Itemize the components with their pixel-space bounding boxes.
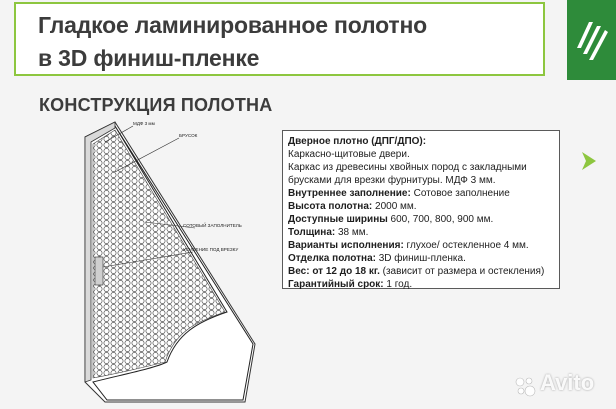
spec-finish: Отделка полотна: 3D финиш-пленка.	[288, 253, 466, 264]
spec-frame-desc-2: брусками для врезки фурнитуры. МДФ 3 мм.	[288, 175, 496, 186]
spec-height: Высота полотна: 2000 мм.	[288, 201, 417, 212]
label-bar: БРУСОК	[179, 133, 198, 138]
label-reinforcement: УСИЛЕНИЕ ПОД ВРЕЗКУ	[183, 247, 239, 252]
spec-frame-type: Каркасно-щитовые двери.	[288, 149, 410, 160]
green-arrow-icon	[580, 150, 598, 177]
spec-warranty: Гарантийный срок: 1 год.	[288, 279, 413, 290]
spec-filling: Внутреннее заполнение: Сотовое заполнение	[288, 188, 510, 199]
avito-watermark: Avito	[540, 370, 595, 395]
spec-frame-desc-1: Каркас из древесины хвойных пород с закладными	[288, 162, 527, 173]
lock-reinforcement-block	[95, 257, 103, 285]
title-box	[14, 2, 545, 76]
spec-widths: Доступные ширины 600, 700, 800, 900 мм.	[288, 214, 494, 225]
avito-logo-icon	[513, 374, 537, 398]
section-heading: КОНСТРУКЦИЯ ПОЛОТНА	[39, 95, 273, 115]
title-line-2: в 3D финиш-пленке	[38, 45, 260, 71]
specifications-box	[282, 130, 560, 289]
spec-weight: Вес: от 12 до 18 кг. (зависит от размера и остекления)	[288, 266, 545, 277]
door-construction-diagram	[75, 112, 275, 407]
label-mdf: МДФ 3 мм	[133, 121, 155, 126]
spec-thickness: Толщина: 38 мм.	[288, 227, 369, 238]
label-honeycomb: СОТОВЫЙ ЗАПОЛНИТЕЛЬ	[183, 223, 242, 228]
spec-variants: Варианты исполнения: глухое/ остекленное 4 мм.	[288, 240, 529, 251]
spec-header: Дверное плотно (ДПГ/ДПО):	[288, 136, 427, 147]
logo-stripes-icon	[575, 18, 609, 62]
brand-logo	[567, 0, 616, 80]
title-line-1: Гладкое ламинированное полотно	[38, 12, 428, 38]
